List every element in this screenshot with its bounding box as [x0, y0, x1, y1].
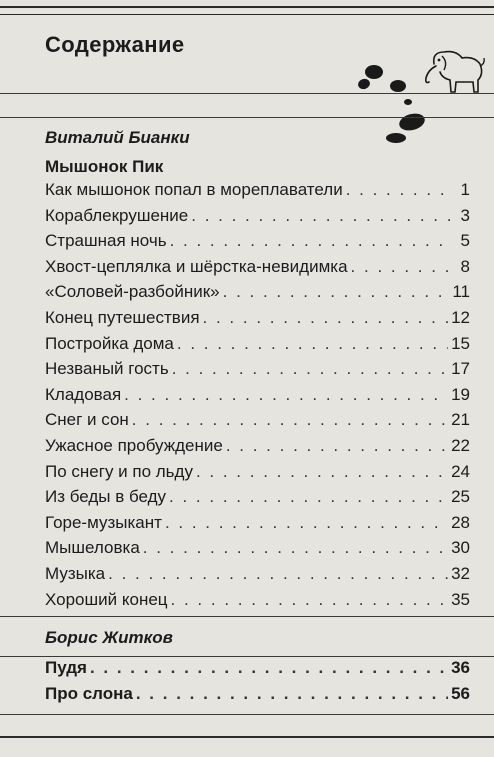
toc-entry	[45, 513, 470, 539]
dot-leader	[203, 308, 449, 328]
toc-entry	[45, 487, 470, 513]
toc-entry	[45, 282, 470, 308]
work-title: Мышонок Пик	[45, 157, 164, 176]
toc-entry-title: Снег и сон	[45, 410, 129, 430]
toc-entry-title: Пудя	[45, 658, 87, 677]
toc-entry	[45, 436, 470, 462]
toc-entry-page: 3	[460, 205, 470, 225]
toc-entry-title: Горе-музыкант	[45, 512, 162, 532]
toc-entry	[45, 590, 470, 616]
toc-list	[45, 658, 470, 709]
toc-entry-page: 22	[451, 435, 470, 455]
toc-entry-page: 21	[451, 410, 470, 430]
divider-line	[0, 117, 494, 118]
dot-leader	[170, 231, 453, 251]
toc-entry-title: Конец путешествия	[45, 307, 200, 327]
dot-leader	[143, 538, 448, 558]
top-border-line-thin	[0, 14, 494, 15]
toc-entry-page: 11	[452, 282, 470, 302]
toc-entry	[45, 257, 470, 283]
dot-leader	[172, 359, 448, 379]
toc-entry-page: 24	[451, 461, 470, 481]
toc-entry-title: Незваный гость	[45, 359, 169, 379]
toc-entry-page: 28	[451, 512, 470, 532]
toc-list	[45, 180, 470, 615]
toc-entry-title: Из беды в беду	[45, 487, 167, 507]
toc-entry-title: Ужасное пробуждение	[45, 435, 223, 455]
toc-entry-page: 30	[451, 538, 470, 558]
toc-entry-title: Постройка дома	[45, 333, 174, 353]
author-name: Борис Житков	[45, 628, 173, 647]
dot-leader	[124, 385, 448, 405]
toc-entry	[45, 684, 470, 710]
dot-leader	[226, 436, 448, 456]
toc-entry	[45, 359, 470, 385]
dot-leader	[136, 684, 448, 704]
top-border-line	[0, 6, 494, 8]
toc-entry-page: 56	[451, 683, 470, 703]
divider-line	[0, 714, 494, 715]
dot-leader	[90, 658, 448, 678]
toc-entry-page: 12	[451, 307, 470, 327]
divider-line	[0, 93, 494, 94]
toc-entry-page: 1	[460, 180, 470, 199]
dot-leader	[165, 513, 448, 533]
dot-leader	[191, 206, 453, 226]
dot-leader	[169, 487, 448, 507]
dot-leader	[108, 564, 448, 584]
toc-entry	[45, 538, 470, 564]
toc-entry	[45, 308, 470, 334]
toc-entry-title: Кладовая	[45, 384, 122, 404]
divider-line	[0, 656, 494, 657]
divider-line	[0, 616, 494, 617]
dot-leader	[196, 462, 448, 482]
toc-entry-title: Музыка	[45, 563, 106, 583]
toc-entry	[45, 206, 470, 232]
toc-entry	[45, 231, 470, 257]
toc-entry	[45, 462, 470, 488]
toc-entry-page: 17	[451, 359, 470, 379]
toc-entry	[45, 410, 470, 436]
toc-entry	[45, 385, 470, 411]
toc-entry-page: 25	[451, 487, 470, 507]
toc-entry-page: 15	[451, 333, 470, 353]
toc-entry-page: 35	[451, 589, 470, 609]
author-name: Виталий Бианки	[45, 128, 190, 147]
toc-entry-page: 19	[451, 384, 470, 404]
toc-entry-title: Мышеловка	[45, 538, 140, 558]
dot-leader	[177, 334, 448, 354]
toc-entry-title: По снегу и по льду	[45, 461, 193, 481]
elephant-doodle-icon	[352, 44, 487, 144]
toc-entry-title: Страшная ночь	[45, 231, 167, 251]
dot-leader	[223, 282, 450, 302]
toc-entry	[45, 180, 470, 206]
toc-entry-title: Кораблекрушение	[45, 205, 189, 225]
toc-entry	[45, 658, 470, 684]
toc-entry-page: 32	[451, 563, 470, 583]
toc-entry-title: «Соловей-разбойник»	[45, 282, 220, 302]
dot-leader	[351, 257, 453, 277]
dot-leader	[171, 590, 449, 610]
toc-entry-page: 36	[451, 658, 470, 677]
bottom-border-line	[0, 736, 494, 738]
toc-entry	[45, 564, 470, 590]
dot-leader	[132, 410, 448, 430]
toc-entry-page: 8	[460, 256, 470, 276]
toc-entry-title: Про слона	[45, 683, 133, 703]
page-title: Содержание	[45, 32, 185, 57]
toc-entry-title: Хороший конец	[45, 589, 168, 609]
toc-entry-page: 5	[460, 231, 470, 251]
toc-entry	[45, 334, 470, 360]
toc-entry-title: Как мышонок попал в мореплаватели	[45, 180, 343, 199]
dot-leader	[346, 180, 453, 200]
toc-entry-title: Хвост-цеплялка и шёрстка-невидимка	[45, 256, 348, 276]
